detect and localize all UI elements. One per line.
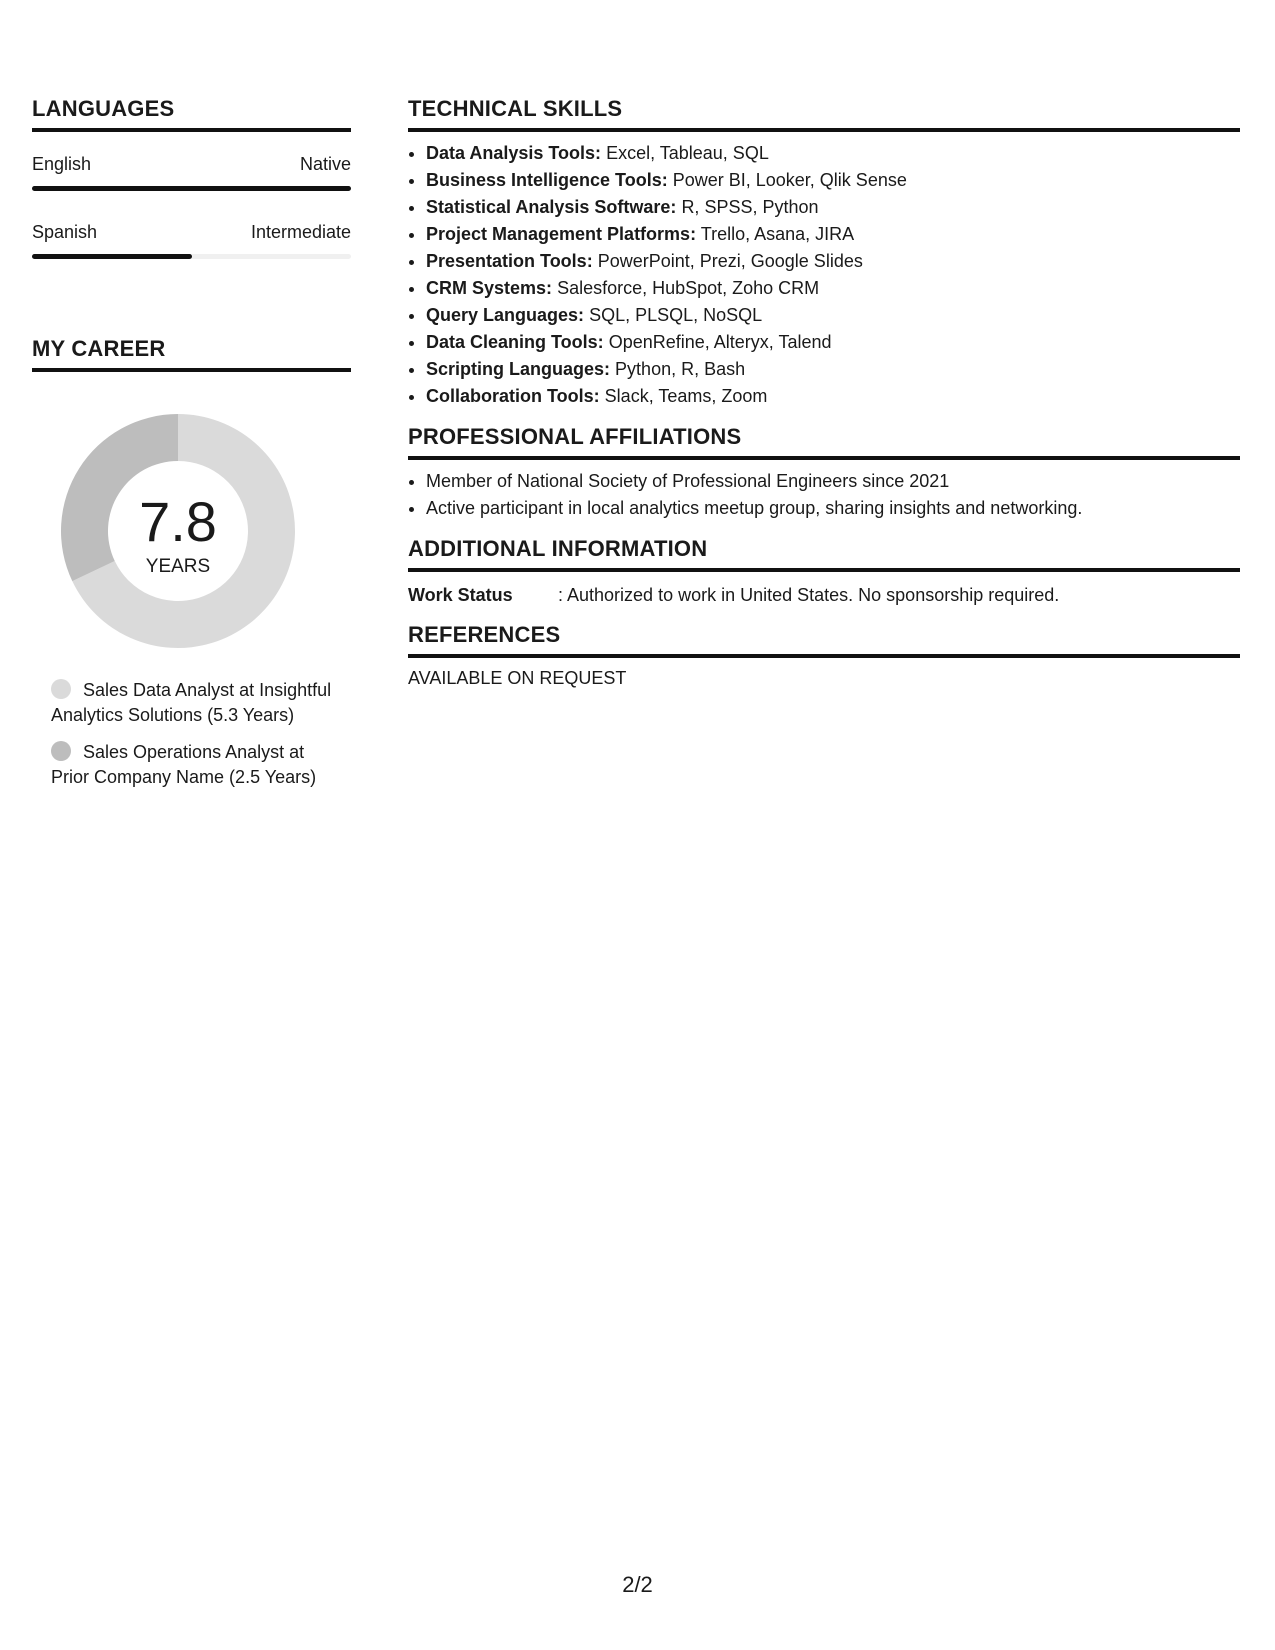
skill-label: CRM Systems:: [426, 278, 553, 298]
language-name: English: [32, 154, 92, 174]
skill-value: Power BI, Looker, Qlik Sense: [672, 170, 907, 190]
skill-item: [426, 248, 1240, 275]
career-role-label: Sales Data Analyst at Insightful Analytics Solutions (5.3 Years): [51, 680, 332, 725]
career-section: [32, 336, 351, 802]
language-item: [32, 210, 351, 278]
skill-value: PowerPoint, Prezi, Google Slides: [597, 251, 863, 271]
affiliations-list: [408, 468, 1240, 522]
skill-item: [426, 194, 1240, 221]
skill-label: Data Analysis Tools:: [426, 143, 602, 163]
skill-value: Python, R, Bash: [615, 359, 746, 379]
legend-dot-icon: [51, 679, 71, 699]
additional-info-section: [408, 536, 1240, 608]
skill-label: Scripting Languages:: [426, 359, 611, 379]
language-item: [32, 142, 351, 210]
technical-skills-heading: TECHNICAL SKILLS: [408, 96, 1240, 132]
skill-value: Slack, Teams, Zoom: [604, 386, 768, 406]
affiliation-item: • Active participant in local analytics meetup group, sharing insights and networking.: [426, 495, 1240, 522]
language-proficiency-fill: [32, 186, 351, 191]
languages-heading: LANGUAGES: [32, 96, 351, 132]
career-legend: [51, 678, 341, 790]
skill-item: [426, 329, 1240, 356]
work-status-row: [408, 582, 1240, 608]
page-number: 2/2: [622, 1572, 653, 1597]
references-text: AVAILABLE ON REQUEST: [408, 668, 627, 688]
skill-item: [426, 356, 1240, 383]
work-status-label: Work Status: [408, 585, 513, 605]
references-heading: REFERENCES: [408, 622, 1240, 658]
technical-skills-list: [408, 140, 1240, 410]
language-level: Intermediate: [250, 222, 351, 242]
skill-label: Presentation Tools:: [426, 251, 593, 271]
affiliations-section: [408, 424, 1240, 522]
career-role-label: Sales Operations Analyst at Prior Company Name (2.5 Years): [51, 742, 317, 787]
career-heading: MY CAREER: [32, 336, 351, 372]
skill-label: Business Intelligence Tools:: [426, 170, 668, 190]
references-section: [408, 622, 1240, 689]
skill-label: Data Cleaning Tools:: [426, 332, 604, 352]
career-donut-chart: [55, 408, 301, 654]
skill-label: Statistical Analysis Software:: [426, 197, 677, 217]
career-legend-item: [51, 740, 341, 790]
affiliation-item: • Member of National Society of Professional Engineers since 2021: [426, 468, 1240, 495]
skill-value: R, SPSS, Python: [681, 197, 819, 217]
skill-value: Salesforce, HubSpot, Zoho CRM: [557, 278, 820, 298]
language-level: Native: [299, 154, 351, 174]
career-total-unit: YEARS: [145, 556, 211, 577]
skill-item: [426, 275, 1240, 302]
skill-item: [426, 167, 1240, 194]
skill-label: Query Languages:: [426, 305, 585, 325]
work-status-value: : Authorized to work in United States. No sponsorship required.: [558, 585, 1060, 605]
legend-dot-icon: [51, 741, 71, 761]
language-proficiency-fill: [32, 254, 192, 259]
language-name: Spanish: [32, 222, 98, 242]
skill-value: SQL, PLSQL, NoSQL: [589, 305, 763, 325]
career-legend-item: [51, 678, 341, 728]
skill-value: Excel, Tableau, SQL: [606, 143, 769, 163]
skill-value: Trello, Asana, JIRA: [700, 224, 855, 244]
technical-skills-section: [408, 96, 1240, 410]
skill-value: OpenRefine, Alteryx, Talend: [608, 332, 832, 352]
languages-list: [32, 142, 351, 278]
language-proficiency-bar: [32, 186, 351, 191]
skill-item: [426, 140, 1240, 167]
skill-item: [426, 383, 1240, 410]
affiliations-heading: PROFESSIONAL AFFILIATIONS: [408, 424, 1240, 460]
skill-item: [426, 302, 1240, 329]
languages-section: [32, 96, 351, 278]
skill-label: Project Management Platforms:: [426, 224, 697, 244]
main-column: [408, 96, 1240, 703]
skill-label: Collaboration Tools:: [426, 386, 600, 406]
language-proficiency-bar: [32, 254, 351, 259]
additional-info-heading: ADDITIONAL INFORMATION: [408, 536, 1240, 572]
skill-item: [426, 221, 1240, 248]
career-total-years: 7.8: [139, 490, 217, 553]
